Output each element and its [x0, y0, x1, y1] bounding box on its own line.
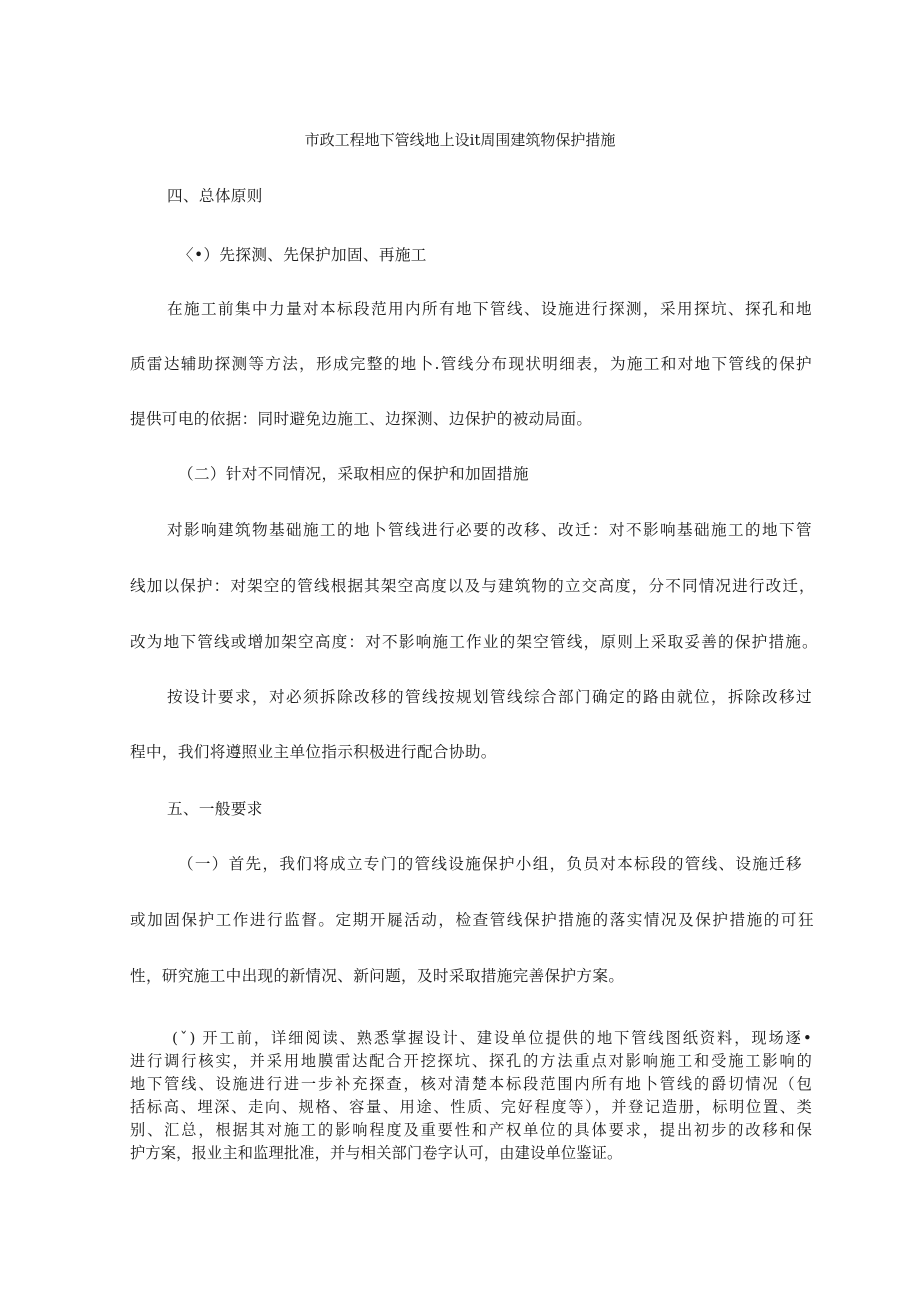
- paragraph-line: 进行调行核实，并采用地膜雷达配合开挖探坑、探孔的方法重点对影响施工和受施工影响的: [130, 1052, 812, 1070]
- paragraph-line: 对影响建筑物基础施工的地卜管线进行必要的改移、改迁：对不影响基础施工的地下管: [167, 521, 812, 539]
- paragraph-line: 程中，我们将遵照业主单位指示积极进行配合协助。: [130, 743, 497, 761]
- section-five-heading: 五、一般要求: [167, 800, 263, 818]
- paragraph-line: 线加以保护：对架空的管线根据其架空高度以及与建筑物的立交高度，分不同情况进行改迁，: [130, 577, 815, 595]
- document-title: 市政工程地下管线地上设it周围建筑物保护措施: [304, 131, 616, 149]
- paragraph-line: （一）首先，我们将成立专门的管线设施保护小组，负员对本标段的管线、设施迁移: [178, 855, 802, 873]
- section-four-heading: 四、总体原则: [167, 187, 263, 205]
- paragraph-line: 护方案，报业主和监理批准，并与相关部门卷字认可，由建设单位鉴证。: [130, 1144, 623, 1162]
- paragraph-line: 在施工前集中力量对本标段范用内所有地下管线、设施进行探测，采用探坑、探孔和地: [167, 300, 812, 318]
- paragraph-line: 质雷达辅助探测等方法，形成完整的地卜.管线分布现状明细表，为施工和对地下管线的保护: [130, 355, 812, 373]
- subsection-one-heading: 〈•）先探测、先保护加固、再施工: [178, 246, 427, 264]
- paragraph-line: 性，研究施工中出现的新情况、新问题，及时采取措施完善保护方案。: [130, 967, 625, 985]
- paragraph-line: 括标高、埋深、走向、规格、容量、用途、性质、完好程度等），并登记造册，标明位置、类: [130, 1098, 812, 1116]
- paragraph-line: 别、汇总，根据其对施工的影响程度及重要性和产权单位的具体要求，提出初步的改移和保: [130, 1121, 812, 1139]
- paragraph-line: (ˇ) 开工前，详细阅读、熟悉掌握设计、建设单位提供的地下管线图纸资料，现场逐•: [172, 1029, 812, 1047]
- paragraph-line: 按设计要求，对必须拆除改移的管线按规划管线综合部门确定的路由就位，拆除改移过: [167, 688, 812, 706]
- paragraph-line: 改为地下管线或增加架空高度：对不影响施工作业的架空管线，原则上采取妥善的保护措施。: [130, 633, 818, 651]
- paragraph-line: 提供可电的依据：同时避免边施工、边探测、边保护的被动局面。: [130, 410, 593, 428]
- subsection-two-heading: （二）针对不同情况，采取相应的保护和加固措施: [178, 465, 529, 483]
- paragraph-line: 地下管线、设施进行进一步补充探查，核对清楚本标段范围内所有地卜管线的爵切情况（包: [130, 1075, 812, 1093]
- paragraph-line: 或加固保护工作进行监督。定期开屣活动，检查管线保护措施的落实情况及保护措施的可狂: [130, 911, 814, 929]
